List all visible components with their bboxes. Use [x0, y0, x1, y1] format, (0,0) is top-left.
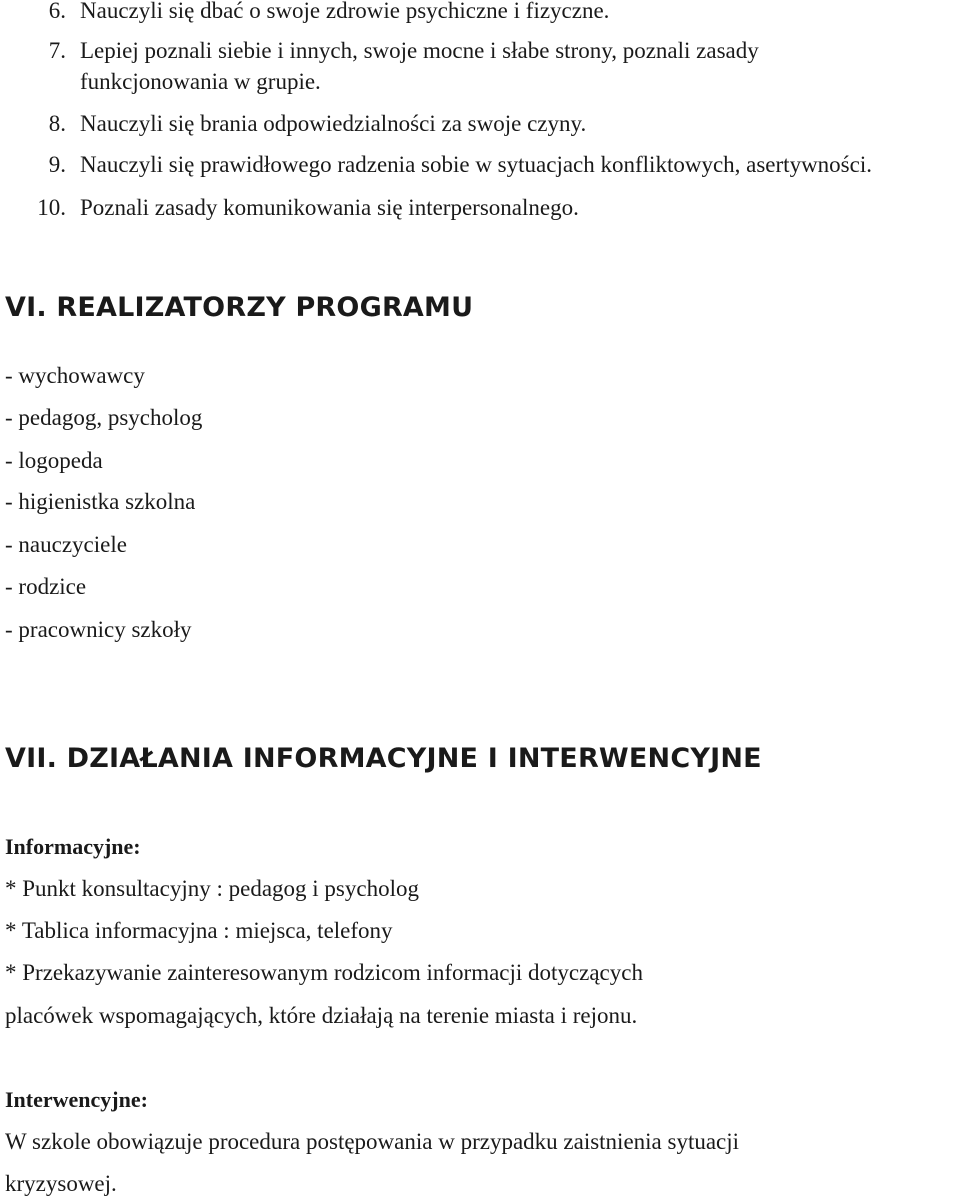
list-item-text: Nauczyli się brania odpowiedzialności za swoje czyny.	[80, 111, 587, 136]
list-item	[0, 38, 960, 68]
list-item-number: 8.	[48, 111, 66, 136]
list-item: - logopeda	[5, 448, 103, 473]
list-item-number: 6.	[48, 0, 66, 23]
list-item-text: Lepiej poznali siebie i innych, swoje mocne i słabe strony, poznali zasady	[80, 38, 759, 63]
info-line: * Przekazywanie zainteresowanym rodzicom informacji dotyczących	[5, 960, 643, 985]
list-item-number: 10.	[37, 195, 66, 220]
list-item	[0, 152, 960, 182]
list-item: - rodzice	[5, 574, 87, 599]
list-item	[0, 195, 960, 225]
section-heading-realizatorzy: VI. REALIZATORZY PROGRAMU	[5, 292, 474, 323]
subheading-interwencyjne: Interwencyjne:	[5, 1087, 148, 1112]
list-item	[0, 0, 960, 28]
paragraph-line: kryzysowej.	[5, 1171, 117, 1196]
list-item: - higienistka szkolna	[5, 489, 196, 514]
list-item: - nauczyciele	[5, 532, 127, 557]
list-item-continuation	[0, 69, 960, 99]
list-item: - pedagog, psycholog	[5, 405, 203, 430]
list-item: - pracownicy szkoły	[5, 617, 192, 642]
list-item	[0, 111, 960, 141]
info-line: * Punkt konsultacyjny : pedagog i psycholog	[5, 876, 419, 901]
subheading-informacyjne: Informacyjne:	[5, 834, 141, 859]
section-heading-dzialania: VII. DZIAŁANIA INFORMACYJNE I INTERWENCYJNE	[5, 743, 762, 774]
list-item-text: Nauczyli się dbać o swoje zdrowie psychiczne i fizyczne.	[80, 0, 610, 23]
paragraph-line: W szkole obowiązuje procedura postępowania w przypadku zaistnienia sytuacji	[5, 1129, 740, 1154]
list-item-number: 7.	[48, 38, 66, 63]
info-line: * Tablica informacyjna : miejsca, telefony	[5, 918, 393, 943]
list-item-text: Nauczyli się prawidłowego radzenia sobie w sytuacjach konfliktowych, asertywności.	[80, 152, 872, 177]
info-line: placówek wspomagających, które działają na terenie miasta i rejonu.	[5, 1003, 638, 1028]
list-item-text: funkcjonowania w grupie.	[80, 69, 321, 94]
list-item-number: 9.	[48, 152, 66, 177]
list-item-text: Poznali zasady komunikowania się interpersonalnego.	[80, 195, 579, 220]
list-item: - wychowawcy	[5, 363, 145, 388]
